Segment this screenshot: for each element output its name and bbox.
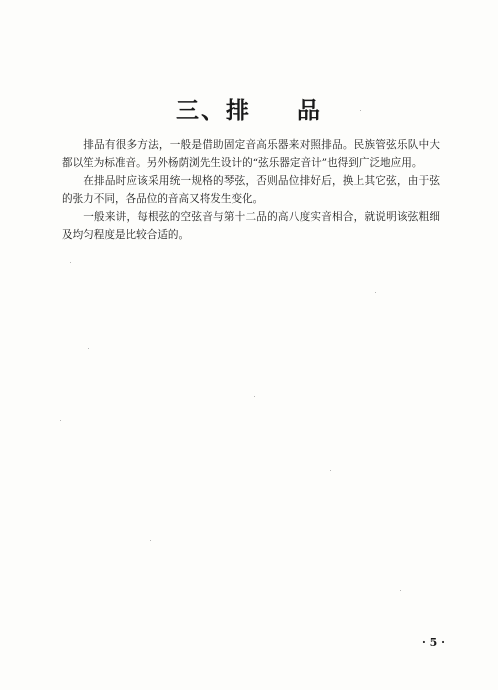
section-title-part1: 三、排 (176, 97, 251, 124)
body-text (62, 137, 440, 245)
section-title-part2: 品 (297, 97, 322, 124)
scan-speck (60, 420, 61, 421)
section-title (0, 92, 498, 125)
scan-speck (70, 262, 71, 263)
scan-speck (150, 540, 151, 541)
paragraph-3: 一般来讲，每根弦的空弦音与第十二品的高八度实音相合，就说明该弦粗细及均匀程度是比较合适的。 (62, 211, 440, 241)
paragraph-1: 排品有很多方法，一般是借助固定音高乐器来对照排品。民族管弦乐队中大都以笙为标准音。另外杨荫浏先生设计的“弦乐器定音计”也得到广泛地应用。 (62, 139, 440, 169)
scan-speck (330, 470, 331, 471)
scan-speck (88, 348, 89, 349)
paragraph-2: 在排品时应该采用统一规格的琴弦，否则品位排好后，换上其它弦，由于弦的张力不同，各品位的音高又将发生变化。 (62, 175, 440, 205)
scan-speck (400, 590, 401, 591)
scan-speck (360, 110, 361, 111)
scan-speck (375, 292, 376, 293)
scan-speck (254, 396, 255, 397)
page-number: · 5 · (422, 636, 445, 649)
